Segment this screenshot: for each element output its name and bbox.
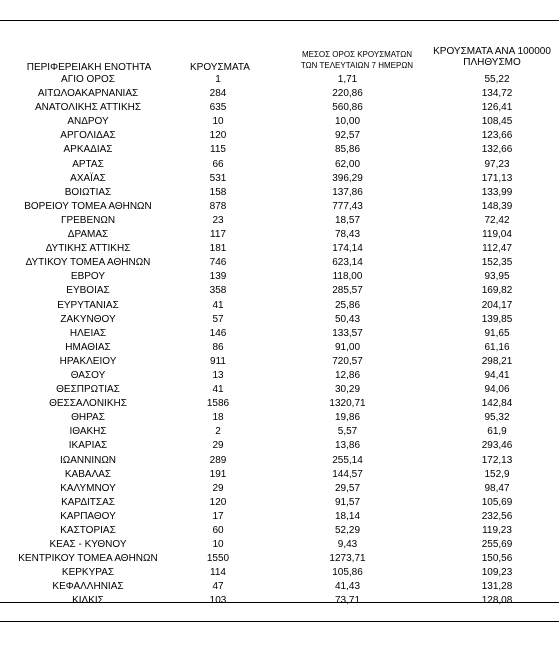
cell-cases: 10: [212, 539, 224, 551]
cell-cases: 1: [215, 74, 221, 85]
cell-cases: 120: [209, 130, 227, 142]
cell-region: ΙΩΑΝΝΙΝΩΝ: [59, 454, 117, 466]
cell-avg: 92,57: [334, 130, 361, 142]
cell-cases: 18: [212, 412, 224, 424]
cell-cases: 635: [209, 102, 227, 114]
cell-cases: 114: [210, 567, 226, 579]
cell-per100k: 204,17: [481, 299, 513, 311]
table-row: [0, 129, 559, 143]
table-row: [0, 566, 559, 580]
cell-region: ΚΕΝΤΡΙΚΟΥ ΤΟΜΕΑ ΑΘΗΝΩΝ: [18, 553, 158, 565]
header-cases: ΚΡΟΥΣΜΑΤΑ: [190, 62, 250, 73]
cell-region: ΚΑΛΥΜΝΟΥ: [60, 482, 116, 494]
cell-per100k: 148,39: [481, 200, 513, 212]
cell-per100k: 128,08: [481, 595, 513, 607]
cell-cases: 57: [212, 313, 224, 325]
cell-per100k: 91,65: [484, 327, 510, 339]
table-row: [0, 355, 559, 369]
cell-region: ΚΑΣΤΟΡΙΑΣ: [60, 525, 116, 536]
table-row: [0, 214, 559, 228]
cell-region: ΗΡΑΚΛΕΙΟΥ: [59, 355, 117, 367]
table-row: [0, 299, 559, 313]
cell-region: ΚΙΛΚΙΣ: [72, 595, 104, 607]
cell-avg: 105,86: [332, 567, 363, 579]
cell-region: ΑΧΑΪΑΣ: [70, 172, 106, 184]
table-row: [0, 482, 559, 496]
table-row: [0, 580, 559, 594]
table-row: [0, 327, 559, 341]
table-row: [0, 228, 559, 242]
table-row: [0, 369, 559, 383]
table-row: [0, 143, 559, 157]
cell-per100k: 61,16: [484, 341, 510, 353]
cell-region: ΕΥΒΟΙΑΣ: [66, 285, 110, 297]
cell-cases: 60: [212, 525, 224, 536]
table-row: [0, 397, 559, 411]
cell-region: ΙΘΑΚΗΣ: [69, 426, 107, 438]
cell-cases: 66: [212, 158, 224, 170]
cell-per100k: 95,32: [484, 412, 510, 424]
cell-per100k: 171,13: [481, 172, 513, 184]
cell-avg: 41,43: [334, 581, 361, 593]
header-per100k-line1: ΚΡΟΥΣΜΑΤΑ ΑΝΑ 100000: [433, 46, 551, 57]
cell-cases: 47: [212, 581, 224, 593]
cell-cases: 41: [212, 384, 224, 396]
cell-avg: 25,86: [334, 299, 361, 311]
cell-cases: 146: [209, 327, 227, 339]
cell-region: ΔΥΤΙΚΗΣ ΑΤΤΙΚΗΣ: [45, 243, 131, 255]
cell-avg: 91,57: [334, 496, 361, 508]
cell-region: ΘΗΡΑΣ: [71, 412, 105, 424]
cell-avg: 18,57: [334, 214, 361, 226]
cell-per100k: 172,13: [481, 454, 513, 466]
cell-region: ΚΕΡΚΥΡΑΣ: [61, 567, 115, 579]
cell-cases: 10: [212, 116, 224, 128]
cell-cases: 911: [210, 355, 226, 367]
cell-region: ΘΑΣΟΥ: [70, 369, 106, 381]
cell-avg: 30,29: [334, 384, 361, 396]
table-row: [0, 341, 559, 355]
cell-region: ΒΟΡΕΙΟΥ ΤΟΜΕΑ ΑΘΗΝΩΝ: [24, 200, 152, 212]
cell-per100k: 232,56: [481, 510, 513, 522]
cell-region: ΚΕΑΣ - ΚΥΘΝΟΥ: [49, 539, 127, 551]
table-row: [0, 200, 559, 214]
cell-per100k: 133,99: [481, 186, 513, 198]
table-row: [0, 468, 559, 482]
cell-avg: 85,86: [334, 144, 361, 156]
cell-per100k: 293,46: [481, 440, 513, 452]
cell-per100k: 134,72: [481, 88, 513, 100]
cell-avg: 19,86: [334, 412, 361, 424]
cell-region: ΙΚΑΡΙΑΣ: [68, 440, 108, 452]
cell-per100k: 123,66: [481, 130, 513, 142]
cell-avg: 396,29: [332, 172, 363, 184]
cell-region: ΚΑΡΠΑΘΟΥ: [60, 510, 116, 522]
cell-cases: 158: [209, 186, 227, 198]
table-end-rule: [0, 602, 559, 603]
cell-avg: 285,57: [332, 285, 363, 297]
table-row: [0, 270, 559, 284]
cell-region: ΚΑΡΔΙΤΣΑΣ: [61, 496, 115, 508]
cell-region: ΑΓΙΟ ΟΡΟΣ: [61, 74, 115, 85]
cell-region: ΑΡΚΑΔΙΑΣ: [63, 144, 113, 156]
cell-per100k: 139,85: [481, 313, 513, 325]
cell-avg: 5,57: [337, 426, 358, 438]
cell-per100k: 112,47: [482, 243, 512, 255]
cell-avg: 220,86: [332, 88, 363, 100]
cell-cases: 284: [209, 88, 227, 100]
cell-cases: 531: [209, 172, 227, 184]
table-row: [0, 284, 559, 298]
cell-cases: 117: [210, 229, 226, 241]
cell-per100k: 142,84: [481, 398, 513, 410]
cell-per100k: 72,42: [484, 214, 510, 226]
cell-avg: 13,86: [334, 440, 361, 452]
header-avg-7-days: [278, 49, 436, 71]
cell-avg: 10,00: [334, 116, 361, 128]
cell-per100k: 94,06: [484, 384, 510, 396]
cell-avg: 623,14: [332, 257, 363, 269]
cell-per100k: 255,69: [481, 539, 513, 551]
cell-avg: 12,86: [334, 369, 361, 381]
cell-region: ΚΑΒΑΛΑΣ: [64, 468, 112, 480]
header-per-100k: [425, 46, 559, 68]
cell-avg: 91,00: [334, 341, 361, 353]
cell-region: ΚΕΦΑΛΛΗΝΙΑΣ: [52, 581, 124, 593]
cell-per100k: 152,9: [484, 468, 510, 480]
cell-region: ΖΑΚΥΝΘΟΥ: [60, 313, 116, 325]
table-row: [0, 115, 559, 129]
cell-avg: 118,00: [332, 271, 363, 283]
header-region: ΠΕΡΙΦΕΡΕΙΑΚΗ ΕΝΟΤΗΤΑ: [26, 62, 152, 73]
cell-region: ΕΒΡΟΥ: [70, 271, 106, 283]
cell-cases: 103: [209, 595, 227, 607]
table-row: [0, 552, 559, 566]
cell-avg: 73,71: [334, 595, 361, 607]
cell-region: ΑΡΓΟΛΙΔΑΣ: [60, 130, 116, 142]
cell-per100k: 298,21: [481, 355, 513, 367]
cell-region: ΘΕΣΠΡΩΤΙΑΣ: [56, 384, 120, 396]
cell-cases: 17: [212, 510, 224, 522]
cell-cases: 86: [212, 341, 224, 353]
cell-per100k: 119,23: [482, 525, 512, 536]
cell-avg: 9,43: [337, 539, 358, 551]
table-row: [0, 101, 559, 115]
cell-avg: 18,14: [334, 510, 361, 522]
cell-cases: 289: [209, 454, 227, 466]
cell-avg: 144,57: [332, 468, 363, 480]
cell-avg: 1320,71: [329, 398, 366, 410]
cell-cases: 139: [209, 271, 227, 283]
cell-per100k: 108,45: [481, 116, 513, 128]
cell-per100k: 126,41: [481, 102, 513, 114]
cell-per100k: 132,66: [481, 144, 513, 156]
header-avg-line1: ΜΕΣΟΣ ΟΡΟΣ ΚΡΟΥΣΜΑΤΩΝ: [301, 50, 413, 59]
cell-region: ΔΥΤΙΚΟΥ ΤΟΜΕΑ ΑΘΗΝΩΝ: [25, 257, 151, 269]
cell-per100k: 169,82: [481, 285, 513, 297]
cell-cases: 23: [212, 214, 224, 226]
cell-region: ΘΕΣΣΑΛΟΝΙΚΗΣ: [49, 398, 127, 410]
cell-avg: 174,14: [332, 243, 363, 255]
cell-avg: 777,43: [332, 200, 363, 212]
cell-avg: 560,86: [332, 102, 363, 114]
table-row: [0, 496, 559, 510]
cell-cases: 181: [209, 243, 227, 255]
header-per100k-line2: ΠΛΗΘΥΣΜΟ: [463, 57, 521, 68]
cell-cases: 1586: [206, 398, 230, 410]
data-table-body: [0, 73, 559, 609]
cell-avg: 1,71: [337, 74, 358, 85]
table-row: [0, 87, 559, 101]
header-avg-line2: ΤΩΝ ΤΕΛΕΥΤΑΙΩΝ 7 ΗΜΕΡΩΝ: [300, 61, 414, 70]
table-row: [0, 172, 559, 186]
table-row: [0, 242, 559, 256]
cell-cases: 358: [209, 285, 227, 297]
cell-per100k: 94,41: [484, 369, 510, 381]
cell-per100k: 105,69: [481, 496, 513, 508]
cell-region: ΑΙΤΩΛΟΑΚΑΡΝΑΝΙΑΣ: [37, 88, 139, 100]
cell-avg: 78,43: [334, 229, 361, 241]
cell-avg: 137,86: [332, 186, 363, 198]
cell-per100k: 131,28: [481, 581, 513, 593]
cell-avg: 29,57: [334, 482, 361, 494]
cell-cases: 13: [212, 369, 224, 381]
cell-per100k: 97,23: [484, 158, 510, 170]
table-row: [0, 439, 559, 453]
cell-region: ΔΡΑΜΑΣ: [67, 229, 109, 241]
table-row: [0, 510, 559, 524]
table-row: [0, 73, 559, 87]
cell-cases: 191: [209, 468, 227, 480]
table-row: [0, 256, 559, 270]
cell-region: ΑΡΤΑΣ: [72, 158, 104, 170]
table-row: [0, 454, 559, 468]
cell-region: ΑΝΑΤΟΛΙΚΗΣ ΑΤΤΙΚΗΣ: [34, 102, 142, 114]
cell-cases: 878: [209, 200, 227, 212]
cell-avg: 1273,71: [329, 553, 366, 565]
cell-avg: 255,14: [332, 454, 363, 466]
table-row: [0, 186, 559, 200]
cell-per100k: 150,56: [481, 553, 513, 565]
cell-cases: 115: [210, 144, 226, 156]
cell-region: ΗΜΑΘΙΑΣ: [65, 341, 111, 353]
cell-avg: 52,29: [334, 525, 361, 536]
cell-avg: 720,57: [332, 355, 363, 367]
bottom-rule: [0, 621, 559, 622]
cell-per100k: 61,9: [487, 426, 507, 438]
cell-region: ΓΡΕΒΕΝΩΝ: [60, 214, 116, 226]
table-row: [0, 411, 559, 425]
cell-region: ΑΝΔΡΟΥ: [67, 116, 109, 128]
cell-cases: 2: [215, 426, 221, 438]
cell-per100k: 109,23: [481, 567, 513, 579]
cell-per100k: 55,22: [484, 74, 510, 85]
cell-region: ΗΛΕΙΑΣ: [69, 327, 107, 339]
cell-cases: 1550: [206, 553, 230, 565]
cell-region: ΒΟΙΩΤΙΑΣ: [64, 186, 112, 198]
cell-per100k: 98,47: [484, 482, 510, 494]
cell-cases: 29: [212, 440, 224, 452]
cell-cases: 120: [209, 496, 227, 508]
cell-cases: 29: [212, 482, 224, 494]
cell-per100k: 93,95: [484, 271, 510, 283]
top-rule: [0, 20, 559, 21]
cell-avg: 62,00: [334, 158, 361, 170]
cell-per100k: 152,35: [481, 257, 513, 269]
cell-cases: 41: [212, 299, 224, 311]
cell-cases: 746: [209, 257, 227, 269]
cell-per100k: 119,04: [482, 229, 512, 241]
table-row: [0, 383, 559, 397]
cell-avg: 50,43: [334, 313, 361, 325]
table-row: [0, 524, 559, 538]
table-row: [0, 313, 559, 327]
table-row: [0, 158, 559, 172]
cell-region: ΕΥΡΥΤΑΝΙΑΣ: [57, 299, 119, 311]
table-row: [0, 425, 559, 439]
table-row: [0, 538, 559, 552]
cell-avg: 133,57: [332, 327, 363, 339]
